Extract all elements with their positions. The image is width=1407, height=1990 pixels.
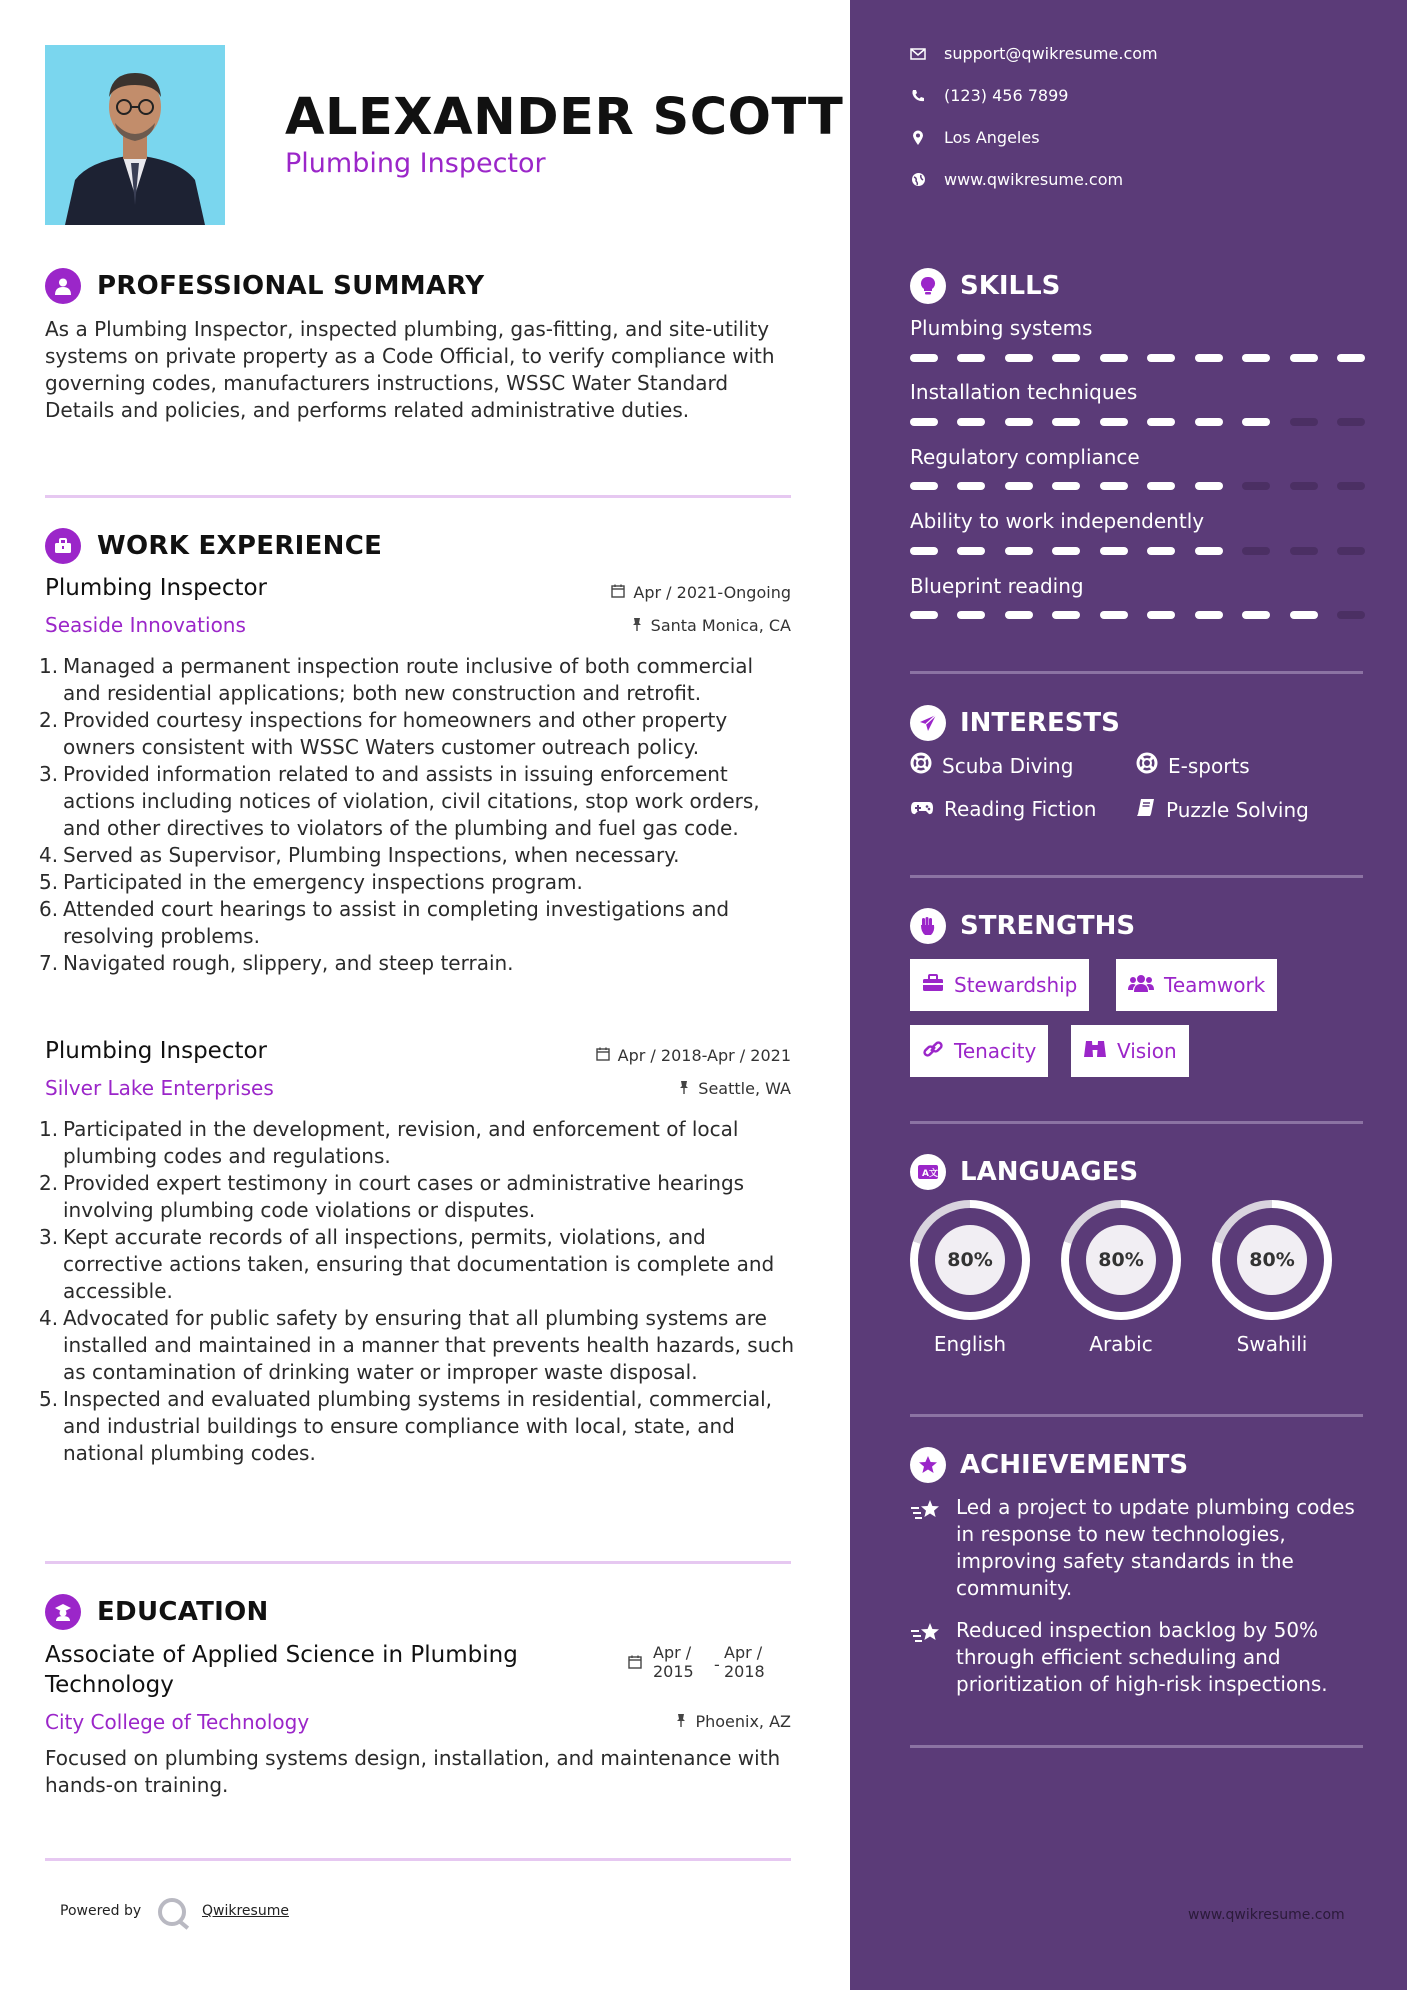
interest-item: E-sports	[1136, 752, 1250, 779]
education-text: Focused on plumbing systems design, installation, and maintenance with hands-on training.	[45, 1746, 781, 1797]
list-item: 5. Inspected and evaluated plumbing systems in residential, commercial, and industrial buildings to ensure compliance with local, state, and national plumbing codes.	[39, 1387, 772, 1465]
achievement-item	[910, 1494, 1365, 1602]
section-divider	[45, 495, 791, 498]
footer-website[interactable]: www.qwikresume.com	[1188, 1907, 1345, 1923]
section-divider	[910, 1121, 1363, 1124]
skill-bar	[910, 611, 1365, 619]
skill-segment	[1290, 611, 1318, 619]
education-location-text: Phoenix, AZ	[695, 1712, 791, 1731]
contact-location-text: Los Angeles	[944, 128, 1040, 147]
skill-segment	[1195, 482, 1223, 490]
skill-segment	[1005, 611, 1033, 619]
skill-segment	[1290, 547, 1318, 555]
education-end-date: Apr / 2018	[724, 1643, 765, 1681]
users-icon	[1128, 973, 1154, 997]
skill-segment	[1290, 354, 1318, 362]
skill-segment	[1100, 482, 1128, 490]
language-name: Arabic	[1089, 1332, 1153, 1356]
list-item: 6. Attended court hearings to assist in completing investigations and resolving problems.	[39, 897, 730, 948]
skill-segment	[1290, 482, 1318, 490]
list-item: 4. Advocated for public safety by ensuring that all plumbing systems are installed and maintained in a manner that prevents health hazards, such as contamination of drinking water or improper waste disposal.	[39, 1306, 795, 1384]
skill-bar	[910, 482, 1365, 490]
section-divider	[910, 671, 1363, 674]
skill-segment	[1337, 482, 1365, 490]
date-separator: -	[714, 1655, 720, 1674]
interest-item: Scuba Diving	[910, 752, 1073, 779]
skill-segment	[1100, 611, 1128, 619]
job-title: Plumbing Inspector	[45, 1038, 268, 1064]
skill-segment	[1195, 418, 1223, 426]
degree-title	[45, 1640, 518, 1700]
job-title: Plumbing Inspector	[45, 575, 268, 601]
skill-segment	[1147, 547, 1175, 555]
skill-segment	[1005, 418, 1033, 426]
calendar-icon	[596, 1046, 610, 1065]
calendar-icon	[611, 583, 625, 602]
briefcase-icon	[45, 528, 81, 564]
degree-line-2: Technology	[45, 1672, 174, 1698]
achievement-item	[910, 1617, 1365, 1698]
skill-segment	[1005, 482, 1033, 490]
paper-plane-icon	[910, 705, 946, 741]
list-item: 2. Provided expert testimony in court cases or administrative hearings involving plumbing code violations or disputes.	[39, 1171, 745, 1222]
education-start-date: Apr / 2015	[653, 1643, 694, 1681]
section-divider	[910, 875, 1363, 878]
svg-text:A: A	[922, 1169, 929, 1179]
list-item: 2. Provided courtesy inspections for homeowners and other property owners consistent with WSSC Waters customer outreach policy.	[39, 708, 728, 759]
skill-bar	[910, 418, 1365, 426]
list-item: 1. Participated in the development, revision, and enforcement of local plumbing codes and regulations.	[39, 1117, 739, 1168]
toolbox-icon	[922, 973, 944, 997]
star-badge-icon	[910, 1447, 946, 1483]
skill-segment	[1147, 418, 1175, 426]
list-item: 3. Provided information related to and assists in issuing enforcement actions including notices of violation, civil citations, stop work orders, and other directives to violators of the plumbing and fuel gas code.	[39, 762, 760, 840]
language-item	[910, 1200, 1030, 1356]
skill-segment	[1147, 611, 1175, 619]
skill-segment	[1052, 547, 1080, 555]
experience-heading	[45, 528, 382, 564]
job-location	[631, 616, 791, 635]
lightbulb-icon	[910, 268, 946, 304]
contact-website[interactable]	[910, 170, 1123, 189]
list-item: 4. Served as Supervisor, Plumbing Inspections, when necessary.	[39, 843, 680, 867]
graduate-icon	[45, 1594, 81, 1630]
job-date-text: Apr / 2018-Apr / 2021	[617, 1046, 791, 1065]
skill-segment	[957, 482, 985, 490]
languages-heading	[910, 1154, 1138, 1190]
skill-segment	[1052, 354, 1080, 362]
skill-segment	[1242, 418, 1270, 426]
link-icon	[922, 1038, 944, 1065]
interest-item: Reading Fiction	[910, 797, 1096, 821]
skill-segment	[1242, 482, 1270, 490]
skill-segment	[1100, 354, 1128, 362]
skill-segment	[910, 547, 938, 555]
education-location	[675, 1712, 791, 1731]
section-divider	[910, 1414, 1363, 1417]
lifebuoy-icon	[1136, 752, 1158, 779]
shooting-star-icon	[910, 1494, 942, 1602]
contact-email-text: support@qwikresume.com	[944, 44, 1158, 63]
strength-badge: Tenacity	[910, 1025, 1048, 1077]
skill-segment	[1147, 354, 1175, 362]
skill-segment	[1147, 482, 1175, 490]
skill-name: Blueprint reading	[910, 574, 1084, 598]
skills-heading	[910, 268, 1060, 304]
skill-segment	[1052, 482, 1080, 490]
skill-segment	[1005, 547, 1033, 555]
skill-segment	[1100, 418, 1128, 426]
strength-badge: Stewardship	[910, 959, 1089, 1011]
skill-segment	[1195, 547, 1223, 555]
degree-line-1: Associate of Applied Science in Plumbing	[45, 1642, 518, 1668]
gamepad-icon	[910, 797, 934, 821]
sidebar	[850, 0, 1407, 1990]
pin-icon	[675, 1712, 687, 1731]
achievement-text: Reduced inspection backlog by 50% through efficient scheduling and prioritization of high-risk inspections.	[956, 1618, 1328, 1696]
languages-title: LANGUAGES	[960, 1157, 1139, 1187]
book-icon	[1136, 797, 1156, 822]
section-divider	[45, 1561, 791, 1564]
envelope-icon	[910, 46, 926, 62]
qwikresume-link[interactable]: Qwikresume	[202, 1903, 289, 1919]
pin-icon	[678, 1079, 690, 1098]
list-item: 1. Managed a permanent inspection route inclusive of both commercial and residential applications; both new construction and retrofit.	[39, 654, 754, 705]
skill-segment	[1195, 611, 1223, 619]
strength-badge: Vision	[1071, 1025, 1189, 1077]
contact-location	[910, 128, 1040, 147]
education-heading	[45, 1594, 269, 1630]
pin-icon	[631, 616, 643, 635]
strengths-heading	[910, 908, 1135, 944]
skill-segment	[1195, 354, 1223, 362]
skill-segment	[1290, 418, 1318, 426]
location-pin-icon	[910, 130, 926, 146]
skill-segment	[1052, 611, 1080, 619]
skill-name: Plumbing systems	[910, 316, 1093, 340]
interest-item: Puzzle Solving	[1136, 797, 1309, 822]
language-progress-ring	[1212, 1200, 1332, 1320]
language-icon	[910, 1154, 946, 1190]
job-location-text: Santa Monica, CA	[650, 616, 791, 635]
job-location-text: Seattle, WA	[698, 1079, 791, 1098]
language-item	[1061, 1200, 1181, 1356]
summary-title: PROFESSIONAL SUMMARY	[97, 271, 485, 301]
experience-title: WORK EXPERIENCE	[97, 531, 383, 561]
strength-badge: Teamwork	[1116, 959, 1277, 1011]
job-responsibilities	[39, 653, 795, 977]
interests-heading	[910, 705, 1120, 741]
list-item: 7. Navigated rough, slippery, and steep terrain.	[39, 951, 514, 975]
job-date	[596, 1046, 791, 1065]
lifebuoy-icon	[910, 752, 932, 779]
qwikresume-logo-icon	[158, 1898, 186, 1926]
job-date-text: Apr / 2021-Ongoing	[633, 583, 791, 602]
skill-segment	[957, 547, 985, 555]
powered-by-label: Powered by	[60, 1903, 142, 1919]
globe-icon	[910, 172, 926, 188]
binoculars-icon	[1083, 1039, 1107, 1064]
phone-icon	[910, 88, 926, 104]
achievement-text: Led a project to update plumbing codes in response to new technologies, improving safety standards in the community.	[956, 1495, 1355, 1600]
interests-title: INTERESTS	[960, 708, 1120, 738]
contact-email[interactable]	[910, 44, 1158, 63]
job-location	[678, 1079, 791, 1098]
skill-segment	[1337, 354, 1365, 362]
job-responsibilities	[39, 1116, 795, 1467]
fist-icon	[910, 908, 946, 944]
achievements-heading	[910, 1447, 1188, 1483]
job-company: Seaside Innovations	[45, 613, 246, 637]
language-percent: 80%	[935, 1225, 1005, 1295]
language-progress-ring	[1061, 1200, 1181, 1320]
skill-bar	[910, 547, 1365, 555]
language-item	[1212, 1200, 1332, 1356]
achievements-title: ACHIEVEMENTS	[960, 1450, 1189, 1480]
skill-segment	[910, 418, 938, 426]
language-progress-ring	[910, 1200, 1030, 1320]
summary-text: As a Plumbing Inspector, inspected plumbing, gas-fitting, and site-utility systems on private property as a Code Official, to verify compliance with governing codes, manufacturers instructions, WSSC Water Standard Details and policies, and performs related administrative duties.	[45, 317, 775, 422]
user-icon	[45, 268, 81, 304]
school-name: City College of Technology	[45, 1710, 310, 1734]
skill-name: Regulatory compliance	[910, 445, 1140, 469]
skill-segment	[1337, 418, 1365, 426]
strengths-title: STRENGTHS	[960, 911, 1136, 941]
candidate-role: Plumbing Inspector	[285, 148, 546, 179]
shooting-star-icon	[910, 1617, 942, 1698]
language-percent: 80%	[1086, 1225, 1156, 1295]
section-divider	[910, 1745, 1363, 1748]
list-item: 5. Participated in the emergency inspections program.	[39, 870, 583, 894]
language-name: Swahili	[1236, 1332, 1308, 1356]
language-percent: 80%	[1237, 1225, 1307, 1295]
skill-segment	[1052, 418, 1080, 426]
language-name: English	[933, 1332, 1007, 1356]
skill-segment	[1337, 611, 1365, 619]
skill-name: Ability to work independently	[910, 509, 1205, 533]
profile-photo	[45, 45, 225, 225]
skills-title: SKILLS	[960, 271, 1061, 301]
skill-segment	[1337, 547, 1365, 555]
skill-segment	[1242, 354, 1270, 362]
job-date	[611, 583, 791, 602]
skill-segment	[1005, 354, 1033, 362]
list-item: 3. Kept accurate records of all inspections, permits, violations, and corrective actions taken, ensuring that documentation is complete and accessible.	[39, 1225, 775, 1303]
skill-segment	[1242, 547, 1270, 555]
candidate-name: ALEXANDER SCOTT	[285, 88, 844, 147]
contact-phone[interactable]	[910, 86, 1068, 105]
skill-segment	[1242, 611, 1270, 619]
education-title: EDUCATION	[97, 1597, 269, 1627]
skill-segment	[957, 418, 985, 426]
skill-segment	[910, 354, 938, 362]
section-divider	[45, 1858, 791, 1861]
svg-text:文: 文	[929, 1169, 939, 1179]
skill-segment	[910, 482, 938, 490]
skill-name: Installation techniques	[910, 380, 1138, 404]
skill-bar	[910, 354, 1365, 362]
contact-phone-text: (123) 456 7899	[944, 86, 1069, 105]
job-company: Silver Lake Enterprises	[45, 1076, 274, 1100]
skill-segment	[957, 354, 985, 362]
summary-heading	[45, 268, 484, 304]
skill-segment	[910, 611, 938, 619]
skill-segment	[957, 611, 985, 619]
contact-website-text: www.qwikresume.com	[944, 170, 1124, 189]
calendar-icon	[628, 1654, 642, 1673]
skill-segment	[1100, 547, 1128, 555]
